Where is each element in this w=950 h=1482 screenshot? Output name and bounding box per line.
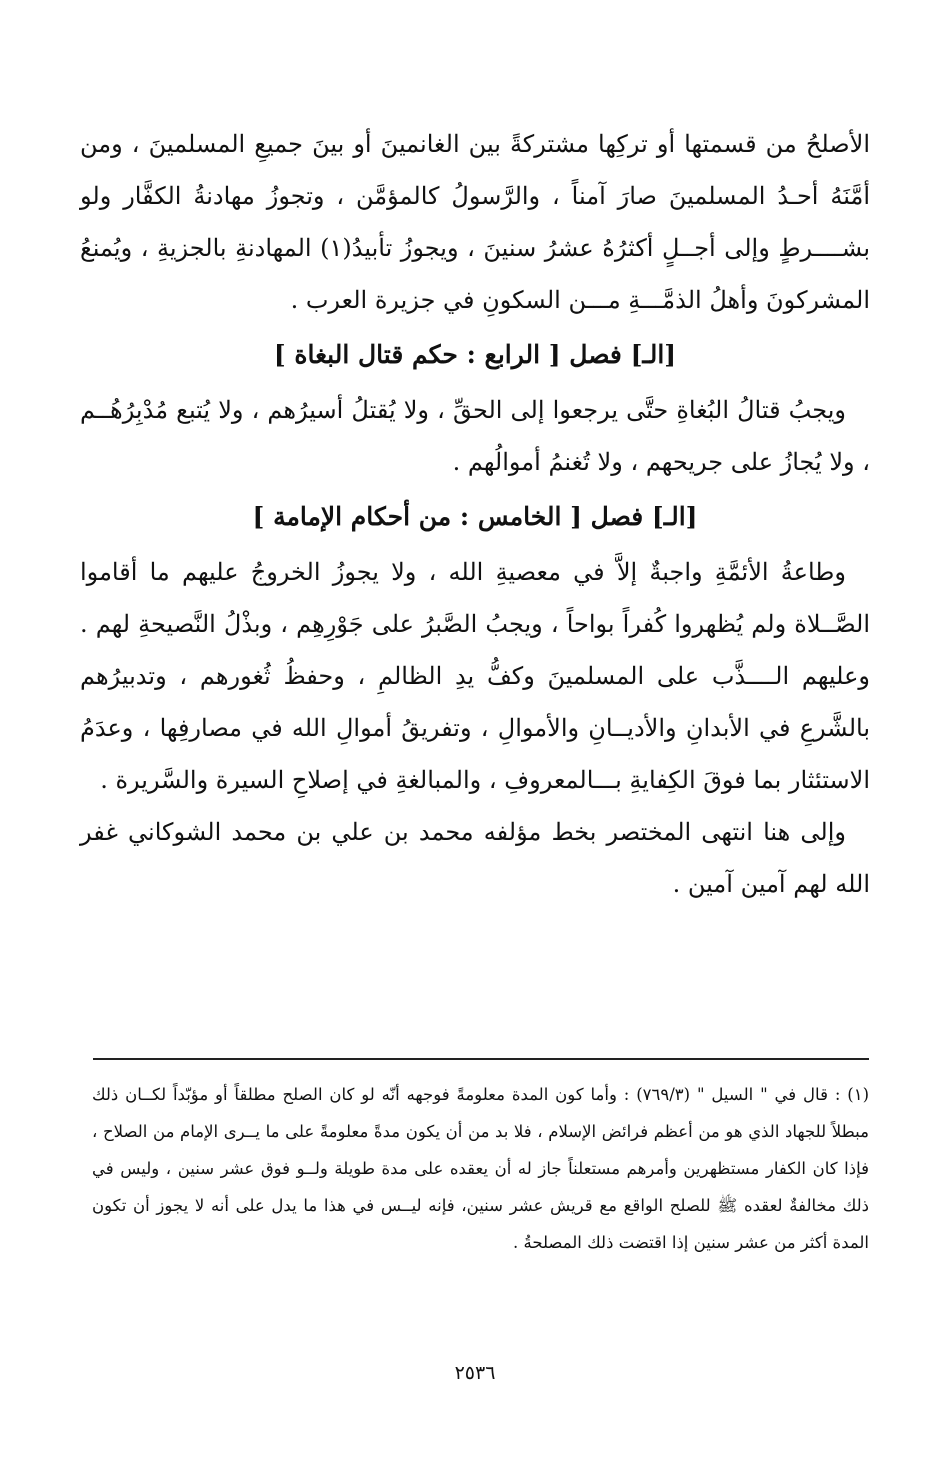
footnote (92, 1076, 869, 1261)
footnote-divider (93, 1058, 869, 1060)
main-text-block (80, 118, 870, 910)
body-paragraph: ويجبُ قتالُ البُغاةِ حتَّى يرجعوا إلى الحقِّ ، ولا يُقتلُ أسيرُهم ، ولا يُتبع مُدْبِرُهُــم ، ولا يُجازُ على جريحهم ، ولا تُغنمُ أموالُهم . (80, 396, 870, 476)
footnote-body: قال في " السيل " (٧٦٩/٣) : وأما كون المدة معلومةً فوجهه أنّه لو كان الصلح مطلقاً أو مؤبّداً لكــان ذلك مبطلاً للجهاد الذي هو من أعظم فرائض الإسلام ، فلا بد من أن يكون مدةً معلومةً على ما يــرى الإمام من الصلاح ، فإذا كان الكفار مستظهرين وأمرهم مستعلناً جاز له أن يعقده على مدة طويلة ولــو فوق عشر سنين ، وليس في ذلك مخالفةٌ لعقده ﷺ للصلح الواقع مع قريش عشر سنين، فإنه ليــس في هذا ما يدل على أنه لا يجوز أن تكون المدة أكثر من عشر سنين إذا اقتضت ذلك المصلحةُ . (92, 1085, 869, 1252)
body-paragraph: الأصلحُ من قسمتها أو تركِها مشتركةً بين الغانمينَ أو بينَ جميعِ المسلمينَ ، ومن أمَّنَهُ أحـدُ المسلمينَ صارَ آمناً ، والرَّسولُ كالمؤمَّن ، وتجوزُ مهادنةُ الكفَّار ولو بشــــرطٍ وإلى أجــلٍ أكثرُهُ عشرُ سنينَ ، ويجوزُ تأبيدُ(١) المهادنةِ بالجزيةِ ، ويُمنعُ المشركونَ وأهلُ الذمَّـــةِ مـــن السكونِ في جزيرة العرب . (80, 130, 871, 314)
page-number: ٢٥٣٦ (454, 1362, 496, 1384)
footnote-text (92, 1076, 869, 1261)
closing-paragraph: وإلى هنا انتهى المختصر بخط مؤلفه محمد بن علي بن محمد الشوكاني غفر الله لهم آمين آمين . (80, 818, 870, 898)
section-heading-rebels: [الـ] فصل [ الرابع : حكم قتال البغاة ] (273, 340, 677, 369)
section-heading-imamate: [الـ] فصل [ الخامس : من أحكام الإمامة ] (252, 502, 698, 531)
body-paragraph: وطاعةُ الأئمَّةِ واجبةٌ إلاَّ في معصيةِ الله ، ولا يجوزُ الخروجُ عليهم ما أقاموا الصَّــلاة ولم يُظهروا كُفراً بواحاً ، ويجبُ الصَّبرُ على جَوْرِهِم ، وبذْلُ النَّصيحةِ لهم . وعليهم الــــذَّب على المسلمينَ وكفُّ يدِ الظالمِ ، وحفظُ ثُغورهم ، وتدبيرُهم بالشَّرعِ في الأبدانِ والأديــانِ والأموالِ ، وتفريقُ أموالِ الله في مصارفِها ، وعدَمُ الاستئثار بما فوقَ الكِفايةِ بـــالمعروفِ ، والمبالغةِ في إصلاحِ السيرة والسَّريرة . (80, 558, 870, 794)
footnote-marker: (١) : (834, 1085, 869, 1104)
